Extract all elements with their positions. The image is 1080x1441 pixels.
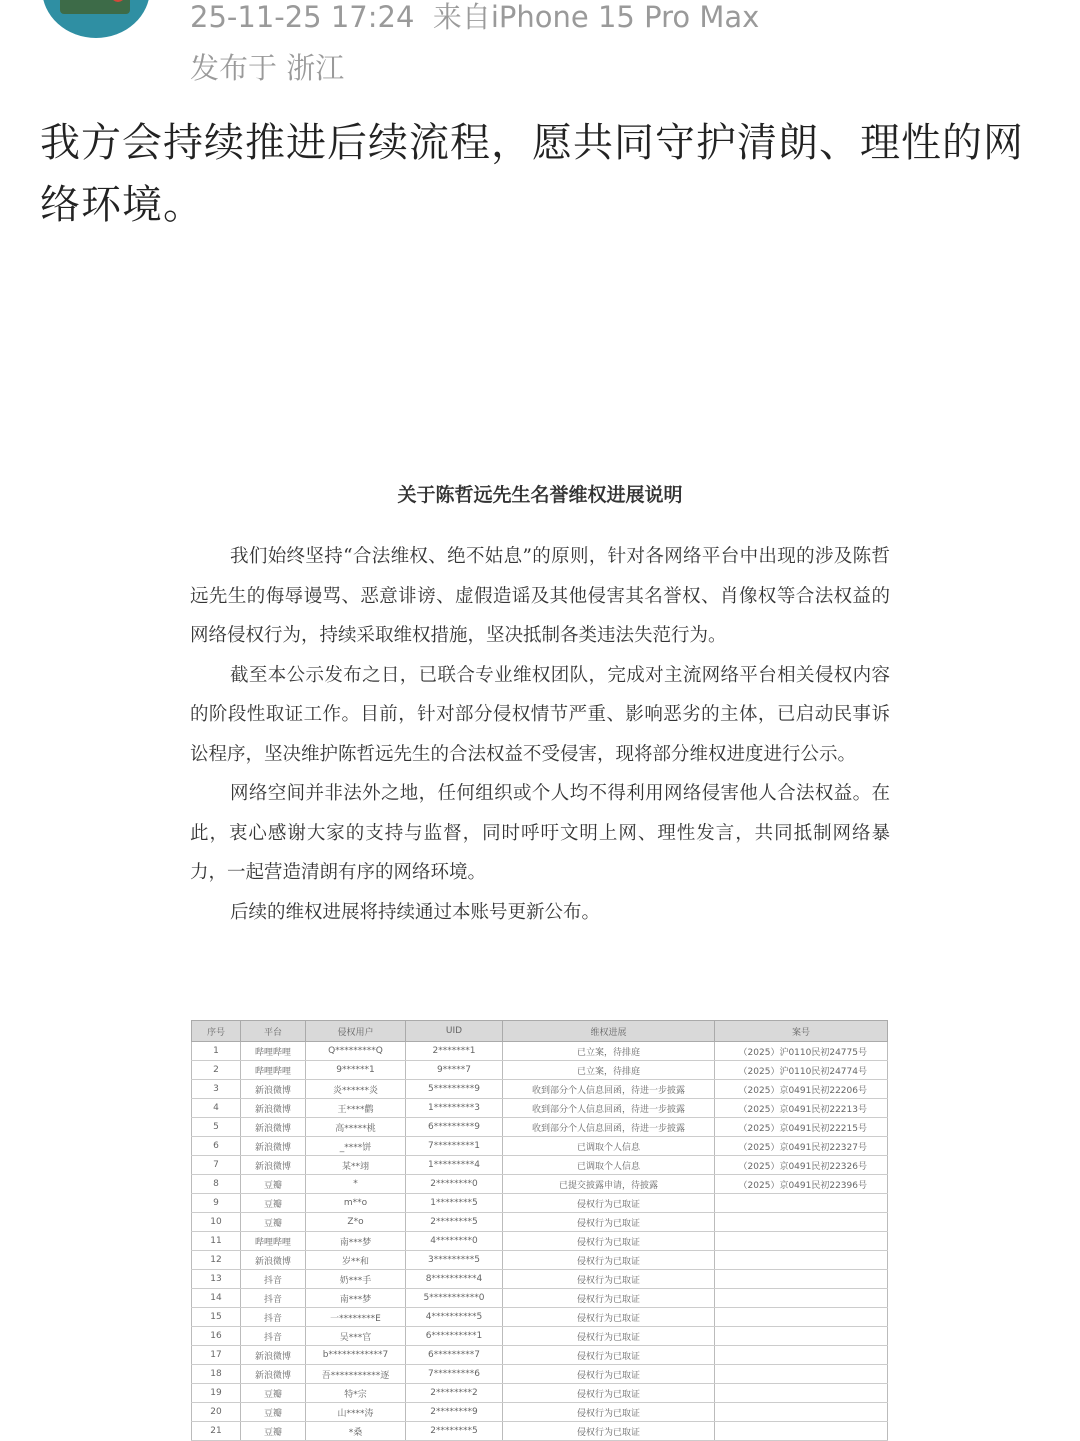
table-cell: （2025）京0491民初22327号 xyxy=(715,1137,888,1156)
table-cell: 侵权行为已取证 xyxy=(503,1403,715,1422)
table-cell: 吴***官 xyxy=(306,1327,406,1346)
table-cell: 山****涛 xyxy=(306,1403,406,1422)
table-cell: 21 xyxy=(192,1422,241,1441)
table-row xyxy=(192,1232,888,1251)
table-cell: 7 xyxy=(192,1156,241,1175)
table-header-row xyxy=(192,1021,888,1042)
table-cell: 吾***********逐 xyxy=(306,1365,406,1384)
table-cell: 岁**和 xyxy=(306,1251,406,1270)
table-row xyxy=(192,1365,888,1384)
table-cell: 哔哩哔哩 xyxy=(241,1061,306,1080)
table-cell xyxy=(715,1422,888,1441)
table-row xyxy=(192,1251,888,1270)
table-cell: 18 xyxy=(192,1365,241,1384)
document-title: 关于陈哲远先生名誉维权进展说明 xyxy=(397,484,683,506)
table-cell: 南***梦 xyxy=(306,1289,406,1308)
table-cell: 4 xyxy=(192,1099,241,1118)
table-cell: Z*o xyxy=(306,1213,406,1232)
table-cell: （2025）沪0110民初24775号 xyxy=(715,1042,888,1061)
table-cell: * xyxy=(306,1175,406,1194)
table-cell: 侵权行为已取证 xyxy=(503,1308,715,1327)
table-cell: *桑 xyxy=(306,1422,406,1441)
post-source: 来自iPhone 15 Pro Max xyxy=(432,0,760,34)
table-cell: 6**********1 xyxy=(406,1327,503,1346)
table-cell: 16 xyxy=(192,1327,241,1346)
table-header-cell: 平台 xyxy=(241,1021,306,1042)
table-cell xyxy=(715,1308,888,1327)
table-cell: 特*宗 xyxy=(306,1384,406,1403)
table-cell: 1*********4 xyxy=(406,1156,503,1175)
table-row xyxy=(192,1327,888,1346)
table-cell: 豆瓣 xyxy=(241,1403,306,1422)
table-cell: 已提交披露申请，待披露 xyxy=(503,1175,715,1194)
table-cell: 高*****桃 xyxy=(306,1118,406,1137)
table-cell: 2********2 xyxy=(406,1384,503,1403)
table-cell: 侵权行为已取证 xyxy=(503,1327,715,1346)
table-cell: 侵权行为已取证 xyxy=(503,1422,715,1441)
post-location: 发布于 浙江 xyxy=(190,51,345,85)
table-row xyxy=(192,1194,888,1213)
table-cell: 豆瓣 xyxy=(241,1175,306,1194)
table-cell: 2********5 xyxy=(406,1422,503,1441)
document-paragraph: 我们始终坚持“合法维权、绝不姑息”的原则，针对各网络平台中出现的涉及陈哲远先生的侮辱谩骂、恶意诽谤、虚假造谣及其他侵害其名誉权、肖像权等合法权益的网络侵权行为，持续采取维权措施，坚决抵制各类违法失范行为。 xyxy=(190,546,890,646)
table-cell: 2********0 xyxy=(406,1175,503,1194)
table-cell: 新浪微博 xyxy=(241,1118,306,1137)
post-meta xyxy=(190,0,759,90)
table-cell xyxy=(715,1194,888,1213)
table-cell: 已调取个人信息 xyxy=(503,1137,715,1156)
table-cell xyxy=(715,1403,888,1422)
table-cell: （2025）京0491民初22213号 xyxy=(715,1099,888,1118)
table-cell: 4**********5 xyxy=(406,1308,503,1327)
table-cell xyxy=(715,1289,888,1308)
table-cell: 1*********3 xyxy=(406,1099,503,1118)
table-cell: 南***梦 xyxy=(306,1232,406,1251)
table-cell: 2********5 xyxy=(406,1213,503,1232)
table-cell: （2025）京0491民初22396号 xyxy=(715,1175,888,1194)
document-paragraph: 截至本公示发布之日，已联合专业维权团队，完成对主流网络平台相关侵权内容的阶段性取证工作。目前，针对部分侵权情节严重、影响恶劣的主体，已启动民事诉讼程序，坚决维护陈哲远先生的合法权益不受侵害，现将部分维权进度进行公示。 xyxy=(190,664,890,765)
table-cell: 19 xyxy=(192,1384,241,1403)
table-cell xyxy=(715,1213,888,1232)
table-cell: 9******1 xyxy=(306,1061,406,1080)
table-header-cell: 序号 xyxy=(192,1021,241,1042)
table-cell: 12 xyxy=(192,1251,241,1270)
table-cell: 5 xyxy=(192,1118,241,1137)
table-cell: 20 xyxy=(192,1403,241,1422)
table-cell: 已立案，待排庭 xyxy=(503,1042,715,1061)
table-row xyxy=(192,1422,888,1441)
table-cell: 侵权行为已取证 xyxy=(503,1251,715,1270)
table-cell: 某**翊 xyxy=(306,1156,406,1175)
table-cell: 3*********5 xyxy=(406,1251,503,1270)
table-cell: 一********E xyxy=(306,1308,406,1327)
table-cell: 8 xyxy=(192,1175,241,1194)
table-cell: 11 xyxy=(192,1232,241,1251)
table-cell xyxy=(715,1251,888,1270)
table-row xyxy=(192,1289,888,1308)
table-cell: （2025）京0491民初22215号 xyxy=(715,1118,888,1137)
table-cell: 6*********9 xyxy=(406,1118,503,1137)
table-cell: 新浪微博 xyxy=(241,1346,306,1365)
table-header-cell: UID xyxy=(406,1021,503,1042)
table-cell: 豆瓣 xyxy=(241,1194,306,1213)
table-cell: 2*******1 xyxy=(406,1042,503,1061)
table-cell: 侵权行为已取证 xyxy=(503,1270,715,1289)
table-cell: 侵权行为已取证 xyxy=(503,1346,715,1365)
table-cell: 2 xyxy=(192,1061,241,1080)
table-cell: 侵权行为已取证 xyxy=(503,1213,715,1232)
table-cell: 抖音 xyxy=(241,1270,306,1289)
table-row xyxy=(192,1080,888,1099)
table-cell: 1********5 xyxy=(406,1194,503,1213)
table-cell: 1 xyxy=(192,1042,241,1061)
table-cell: 新浪微博 xyxy=(241,1365,306,1384)
table-cell: 5*********9 xyxy=(406,1080,503,1099)
table-cell: m**o xyxy=(306,1194,406,1213)
table-cell: 侵权行为已取证 xyxy=(503,1194,715,1213)
table-cell: 炎******炎 xyxy=(306,1080,406,1099)
table-cell: 9 xyxy=(192,1194,241,1213)
table-cell: 收到部分个人信息回函，待进一步披露 xyxy=(503,1118,715,1137)
table-cell: 7*********6 xyxy=(406,1365,503,1384)
table-row xyxy=(192,1213,888,1232)
table-cell: 13 xyxy=(192,1270,241,1289)
table-cell: 抖音 xyxy=(241,1308,306,1327)
table-row xyxy=(192,1042,888,1061)
table-row xyxy=(192,1403,888,1422)
document-paragraph: 后续的维权进展将持续通过本账号更新公布。 xyxy=(230,901,601,923)
table-header-cell: 侵权用户 xyxy=(306,1021,406,1042)
table-cell: 收到部分个人信息回函，待进一步披露 xyxy=(503,1080,715,1099)
table-cell xyxy=(715,1384,888,1403)
table-row xyxy=(192,1270,888,1289)
table-cell: （2025）沪0110民初24774号 xyxy=(715,1061,888,1080)
table-row xyxy=(192,1099,888,1118)
table-cell: 5***********0 xyxy=(406,1289,503,1308)
table-row xyxy=(192,1308,888,1327)
table-cell: 侵权行为已取证 xyxy=(503,1384,715,1403)
table-cell: b************7 xyxy=(306,1346,406,1365)
table-cell: 豆瓣 xyxy=(241,1213,306,1232)
document-image xyxy=(190,480,890,932)
document-paragraph: 网络空间并非法外之地，任何组织或个人均不得利用网络侵害他人合法权益。在此，衷心感谢大家的支持与监督，同时呼吁文明上网、理性发言，共同抵制网络暴力，一起营造清朗有序的网络环境。 xyxy=(190,783,890,883)
table-cell: 新浪微博 xyxy=(241,1080,306,1099)
table-cell: Q*********Q xyxy=(306,1042,406,1061)
table-row xyxy=(192,1118,888,1137)
table-cell: 侵权行为已取证 xyxy=(503,1365,715,1384)
table-cell: 2********9 xyxy=(406,1403,503,1422)
table-cell: 7*********1 xyxy=(406,1137,503,1156)
table-cell: 10 xyxy=(192,1213,241,1232)
table-cell: 15 xyxy=(192,1308,241,1327)
rights-progress-table xyxy=(191,1020,888,1441)
table-cell: 3 xyxy=(192,1080,241,1099)
table-cell: 抖音 xyxy=(241,1327,306,1346)
table-cell: 新浪微博 xyxy=(241,1099,306,1118)
table-row xyxy=(192,1384,888,1403)
table-cell: 17 xyxy=(192,1346,241,1365)
table-cell: 侵权行为已取证 xyxy=(503,1289,715,1308)
table-cell: 抖音 xyxy=(241,1289,306,1308)
table-cell: 豆瓣 xyxy=(241,1422,306,1441)
post-datetime: 25-11-25 17:24 xyxy=(190,0,415,34)
table-cell: 6 xyxy=(192,1137,241,1156)
table-cell: 4********0 xyxy=(406,1232,503,1251)
table-cell: 收到部分个人信息回函，待进一步披露 xyxy=(503,1099,715,1118)
table-cell: 8**********4 xyxy=(406,1270,503,1289)
table-cell xyxy=(715,1232,888,1251)
table-cell: 新浪微博 xyxy=(241,1156,306,1175)
table-row xyxy=(192,1175,888,1194)
table-cell: 侵权行为已取证 xyxy=(503,1232,715,1251)
table-row xyxy=(192,1156,888,1175)
table-cell: 奶***手 xyxy=(306,1270,406,1289)
table-cell: 已调取个人信息 xyxy=(503,1156,715,1175)
table-cell: 14 xyxy=(192,1289,241,1308)
table-cell: 6*********7 xyxy=(406,1346,503,1365)
table-cell: 新浪微博 xyxy=(241,1137,306,1156)
post-text: 我方会持续推进后续流程，愿共同守护清朗、理性的网络环境。 xyxy=(40,120,1024,228)
table-cell: （2025）京0491民初22326号 xyxy=(715,1156,888,1175)
table-cell: 已立案，待排庭 xyxy=(503,1061,715,1080)
table-cell: 哔哩哔哩 xyxy=(241,1042,306,1061)
table-cell: 豆瓣 xyxy=(241,1384,306,1403)
table-row xyxy=(192,1061,888,1080)
table-header-cell: 案号 xyxy=(715,1021,888,1042)
table-cell xyxy=(715,1270,888,1289)
table-cell: 新浪微博 xyxy=(241,1251,306,1270)
table-cell xyxy=(715,1365,888,1384)
table-cell: _****饼 xyxy=(306,1137,406,1156)
table-cell xyxy=(715,1327,888,1346)
table-header-cell: 维权进展 xyxy=(503,1021,715,1042)
table-cell: 9*****7 xyxy=(406,1061,503,1080)
avatar-image xyxy=(60,0,130,14)
table-row xyxy=(192,1346,888,1365)
avatar[interactable] xyxy=(42,0,150,38)
table-cell: 哔哩哔哩 xyxy=(241,1232,306,1251)
table-row xyxy=(192,1137,888,1156)
table-cell: （2025）京0491民初22206号 xyxy=(715,1080,888,1099)
table-cell: 王****鹳 xyxy=(306,1099,406,1118)
table-cell xyxy=(715,1346,888,1365)
